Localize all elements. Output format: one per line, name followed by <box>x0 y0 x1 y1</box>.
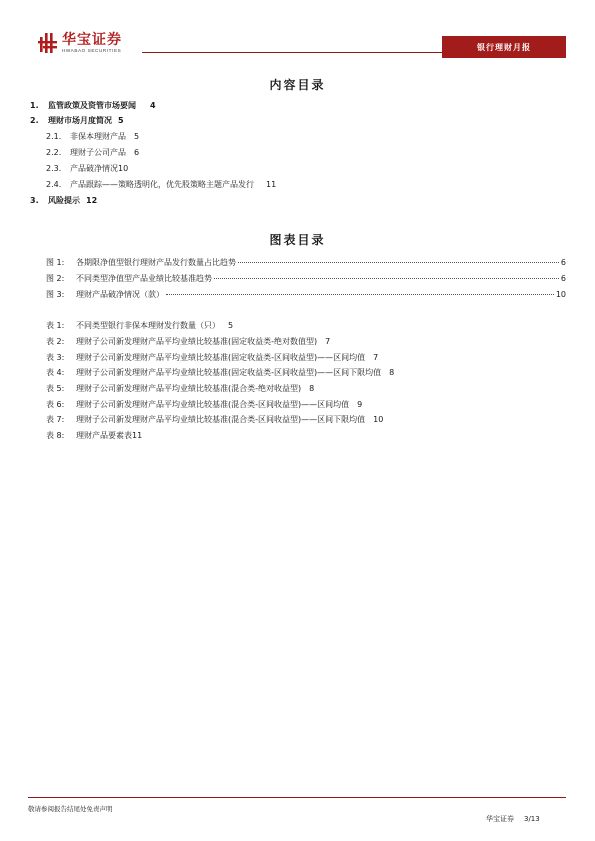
toc-item-number: 2. <box>30 116 39 125</box>
chart-list-item[interactable] <box>46 289 566 300</box>
table-item-label: 表 6: <box>46 400 65 409</box>
table-list-item[interactable] <box>46 414 383 425</box>
chart-item-page: 10 <box>555 290 566 299</box>
toc-item-number: 2.3. <box>46 164 62 173</box>
table-list-item[interactable] <box>46 399 362 410</box>
chart-list-item[interactable] <box>46 273 566 284</box>
table-list-item[interactable] <box>46 430 142 441</box>
toc-item-page: 5 <box>118 116 124 125</box>
chart-list-item[interactable] <box>46 257 566 268</box>
toc-item-page: 12 <box>86 196 98 205</box>
table-item-text: 理财子公司新发理财产品平均业绩比较基准(固定收益类-区间收益型)——区间均值 <box>76 353 366 362</box>
toc-item-label: 理财子公司产品 <box>70 148 126 157</box>
header-divider <box>142 52 442 53</box>
chart-item-page: 6 <box>560 258 566 267</box>
toc-item[interactable] <box>30 115 124 126</box>
table-item-page: 8 <box>389 368 395 377</box>
report-type-tag: 银行理财月报 <box>442 36 566 58</box>
footer-company: 华宝证券 <box>486 815 514 823</box>
toc-item[interactable] <box>30 195 97 206</box>
toc-item[interactable] <box>46 147 139 158</box>
table-list-item[interactable] <box>46 336 330 347</box>
table-item-text: 理财子公司新发理财产品平均业绩比较基准(混合类-绝对收益型) <box>76 384 302 393</box>
table-list-item[interactable] <box>46 352 378 363</box>
table-item-page: 11 <box>132 431 143 440</box>
footer-info <box>486 814 540 824</box>
leader-dots <box>214 278 559 279</box>
toc-item[interactable] <box>46 179 276 190</box>
table-item-page: 9 <box>357 400 363 409</box>
table-item-label: 表 2: <box>46 337 65 346</box>
toc-item-label: 产品跟踪——策略透明化，优先股策略主题产品发行 <box>70 180 254 189</box>
chart-item-label: 图 1: <box>46 258 65 267</box>
table-item-page: 5 <box>228 321 234 330</box>
page-number: 3/13 <box>524 815 540 823</box>
toc-item-label: 产品破净情况 <box>70 164 118 173</box>
table-item-text: 理财子公司新发理财产品平均业绩比较基准(混合类-区间收益型)——区间下限均值 <box>76 415 366 424</box>
toc-item-label: 理财市场月度简况 <box>48 116 112 125</box>
toc-item[interactable] <box>46 163 128 174</box>
table-item-page: 10 <box>373 415 384 424</box>
company-logo <box>38 30 122 56</box>
toc-item-page: 11 <box>266 180 277 189</box>
chart-item-page: 6 <box>560 274 566 283</box>
toc-item-number: 3. <box>30 196 39 205</box>
toc-item-label: 非保本理财产品 <box>70 132 126 141</box>
chart-item-text: 理财产品破净情况（款） <box>76 290 164 299</box>
brand-name-en: HWABAO SECURITIES <box>62 47 122 53</box>
table-item-text: 理财产品要素表 <box>76 431 132 440</box>
table-item-page: 8 <box>309 384 315 393</box>
toc-item-page: 5 <box>134 132 140 141</box>
leader-dots <box>238 262 559 263</box>
table-item-label: 表 5: <box>46 384 65 393</box>
chart-item-label: 图 3: <box>46 290 65 299</box>
toc-item[interactable] <box>46 131 139 142</box>
chart-item-text: 不同类型净值型产品业绩比较基准趋势 <box>76 274 212 283</box>
brand-name-cn: 华宝证券 <box>62 31 122 48</box>
logo-mark-icon <box>38 32 58 54</box>
table-list-item[interactable] <box>46 383 314 394</box>
disclaimer-note: 敬请参阅报告结尾处免责声明 <box>28 805 113 813</box>
toc-item-number: 2.2. <box>46 148 62 157</box>
toc-item-number: 2.4. <box>46 180 62 189</box>
chart-item-label: 图 2: <box>46 274 65 283</box>
toc-title: 内容目录 <box>269 78 326 92</box>
chart-item-text: 各期限净值型银行理财产品发行数量占比趋势 <box>76 258 236 267</box>
table-item-text: 理财子公司新发理财产品平均业绩比较基准(混合类-区间收益型)——区间均值 <box>76 400 350 409</box>
table-item-label: 表 3: <box>46 353 65 362</box>
figures-title: 图表目录 <box>269 233 326 247</box>
toc-item-page: 6 <box>134 148 140 157</box>
table-item-page: 7 <box>373 353 379 362</box>
table-item-label: 表 7: <box>46 415 65 424</box>
toc-item-page: 10 <box>118 164 129 173</box>
table-list-item[interactable] <box>46 367 394 378</box>
table-item-text: 不同类型银行非保本理财发行数量（只） <box>76 321 220 330</box>
toc-item-number: 1. <box>30 101 39 110</box>
table-item-text: 理财子公司新发理财产品平均业绩比较基准(固定收益类-绝对数值型) <box>76 337 318 346</box>
toc-item-page: 4 <box>150 101 156 110</box>
table-item-label: 表 1: <box>46 321 65 330</box>
table-item-label: 表 8: <box>46 431 65 440</box>
footer-divider <box>28 797 566 798</box>
table-item-page: 7 <box>325 337 331 346</box>
table-list-item[interactable] <box>46 320 233 331</box>
leader-dots <box>166 294 554 295</box>
table-item-label: 表 4: <box>46 368 65 377</box>
table-item-text: 理财子公司新发理财产品平均业绩比较基准(固定收益类-区间收益型)——区间下限均值 <box>76 368 382 377</box>
toc-item[interactable] <box>30 100 156 111</box>
toc-item-number: 2.1. <box>46 132 62 141</box>
toc-item-label: 风险提示 <box>48 196 80 205</box>
toc-item-label: 监管政策及资管市场要闻 <box>48 101 136 110</box>
